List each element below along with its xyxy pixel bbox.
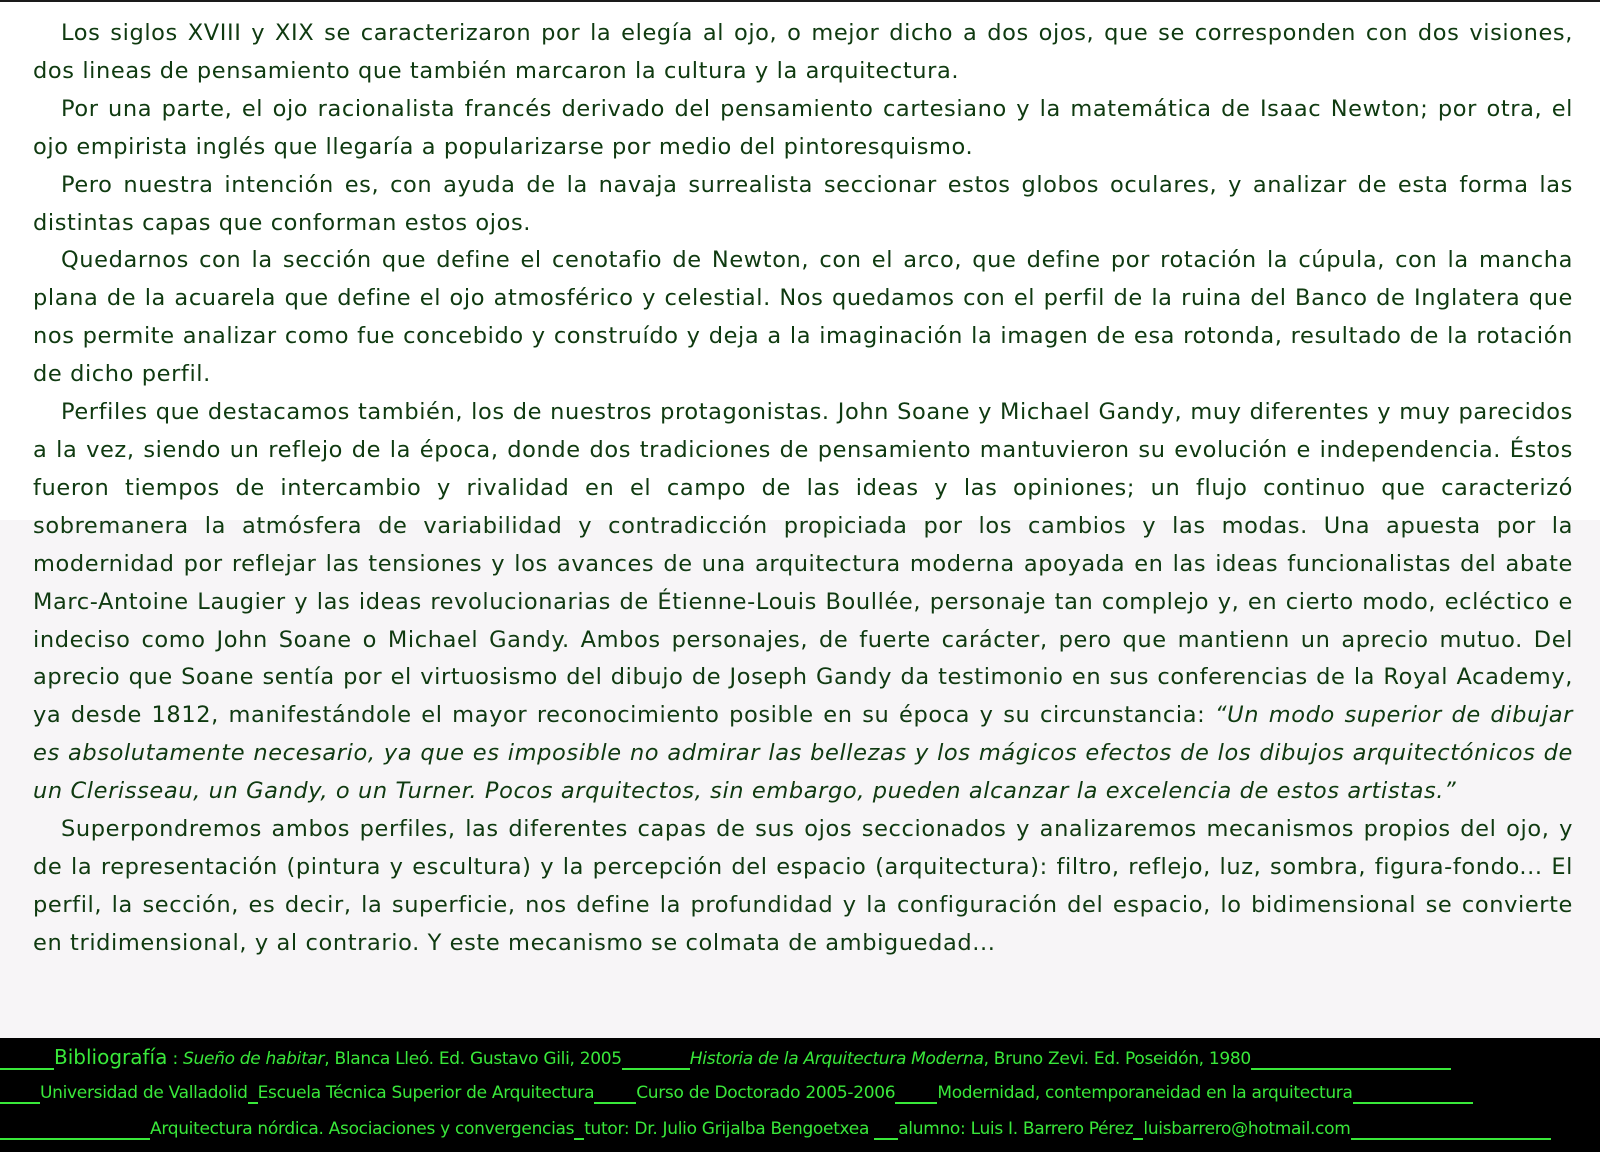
institution-line bbox=[0, 1078, 1600, 1108]
paragraph-text: Por una parte, el ojo racionalista francés derivado del pensamiento cartesiano y la matemática de Isaac Newton; por otra, el ojo empirista inglés que llegaría a popularizarse por medio del pintoresquismo. bbox=[33, 95, 1573, 160]
reference-details: , Bruno Zevi. Ed. Poseidón, 1980 bbox=[983, 1049, 1251, 1069]
paragraph-text: Los siglos XVIII y XIX se caracterizaron por la elegía al ojo, o mejor dicho a dos ojos, que se corresponden con dos visiones, dos lineas de pensamiento que también marcaron la cultura y la arquitectura. bbox=[33, 20, 1573, 84]
label-separator: : bbox=[167, 1049, 183, 1069]
reference-title: Historia de la Arquitectura Moderna bbox=[689, 1049, 984, 1069]
underline-rule bbox=[1133, 1138, 1143, 1140]
paragraph-text: Perfiles que destacamos también, los de nuestros protagonistas. John Soane y Michael Gandy, muy diferentes y muy parecidos a la vez, siendo un reflejo de la época, donde dos tradiciones de pensamiento mantuvieron su evolución e independencia. Éstos fueron tiempos de intercambio y rivalidad en el campo de las ideas y las opiniones; un flujo continuo que caracterizó sobremanera la atmósfera de variabilidad y contradicción propiciada por los cambios y las modas. Una apuesta por la modernidad por reflejar las tensiones y los avances de una arquitectura moderna apoyada en las ideas funcionalistas del abate Marc-Antoine Laugier y las ideas revolucionarias de Étienne-Louis Boullée, personaje tan complejo y, en cierto modo, ecléctico e indeciso como John Soane o Michael Gandy. Ambos personajes, de fuerte carácter, pero que mantienn un aprecio mutuo. Del aprecio que Soane sentía por el virtuosismo del dibujo de Joseph Gandy da testimonio en sus conferencias de la Royal Academy, ya desde 1812, manifestándole el mayor reconocimiento posible en su época y su circunstancia: bbox=[33, 399, 1573, 729]
paragraph bbox=[33, 242, 1573, 394]
reference-details: , Blanca Lleó. Ed. Gustavo Gili, 2005 bbox=[324, 1049, 622, 1069]
underline-rule bbox=[0, 1068, 54, 1070]
paragraph bbox=[33, 15, 1573, 91]
underline-rule bbox=[0, 1102, 40, 1104]
tutor-name: tutor: Dr. Julio Grijalba Bengoetxea bbox=[584, 1119, 875, 1139]
underline-rule bbox=[594, 1102, 636, 1104]
paragraph bbox=[33, 394, 1573, 811]
underline-rule bbox=[248, 1102, 258, 1104]
course-name: Curso de Doctorado 2005-2006 bbox=[636, 1083, 896, 1103]
student-name: alumno: Luis I. Barrero Pérez bbox=[898, 1119, 1134, 1139]
underline-rule bbox=[622, 1068, 690, 1070]
underline-rule bbox=[0, 1138, 150, 1140]
soane-quote: “Un modo superior de dibujar es absolutamente necesario, ya que es imposible no admirar las bellezas y los mágicos efectos de los dibujos arquitectónicos de un Clerisseau, un Gandy, o un Turner. Pocos arquitectos, sin embargo, pueden alcanzar la excelencia de estos artistas.” bbox=[33, 702, 1573, 805]
underline-rule bbox=[574, 1138, 584, 1140]
underline-rule bbox=[874, 1138, 898, 1140]
student-email: luisbarrero@hotmail.com bbox=[1143, 1119, 1351, 1139]
authorship-line bbox=[0, 1114, 1600, 1144]
paragraph-text: Superpondremos ambos perfiles, las diferentes capas de sus ojos seccionados y analizaremos mecanismos propios del ojo, y de la representación (pintura y escultura) y la percepción del espacio (arquitectura): filtro, reflejo, luz, sombra, figura-fondo... El perfil, la sección, es decir, la superficie, nos define la profundidad y la configuración del espacio, lo bidimensional se convierte en tridimensional, y al contrario. Y este mecanismo se colmata de ambiguedad... bbox=[33, 816, 1573, 956]
paragraph-text: Quedarnos con la sección que define el cenotafio de Newton, con el arco, que define por rotación la cúpula, con la mancha plana de la acuarela que define el ojo atmosférico y celestial. Nos quedamos con el perfil de la ruina del Banco de Inglatera que nos permite analizar como fue concebido y construído y deja a la imaginación la imagen de esa rotonda, resultado de la rotación de dicho perfil. bbox=[33, 247, 1573, 388]
essay-body bbox=[33, 15, 1573, 963]
underline-rule bbox=[1251, 1068, 1451, 1070]
program-name: Modernidad, contemporaneidad en la arquitectura bbox=[937, 1083, 1353, 1103]
reference-title: Sueño de habitar bbox=[183, 1049, 325, 1069]
top-border-line bbox=[0, 0, 1600, 2]
bibliography-label: Bibliografía bbox=[54, 1045, 168, 1069]
paragraph-text: Pero nuestra intención es, con ayuda de la navaja surrealista seccionar estos globos oculares, y analizar de esta forma las distintas capas que conforman estos ojos. bbox=[33, 171, 1573, 236]
paragraph bbox=[33, 811, 1573, 963]
underline-rule bbox=[895, 1102, 937, 1104]
underline-rule bbox=[1351, 1138, 1551, 1140]
bibliography-line bbox=[0, 1042, 1600, 1072]
subject-name: Arquitectura nórdica. Asociaciones y convergencias bbox=[150, 1119, 575, 1139]
underline-rule bbox=[1353, 1102, 1473, 1104]
university-name: Universidad de Valladolid bbox=[40, 1083, 248, 1103]
paragraph bbox=[33, 91, 1573, 167]
footer-bar bbox=[0, 1038, 1600, 1152]
paragraph bbox=[33, 167, 1573, 243]
school-name: Escuela Técnica Superior de Arquitectura bbox=[257, 1083, 595, 1103]
